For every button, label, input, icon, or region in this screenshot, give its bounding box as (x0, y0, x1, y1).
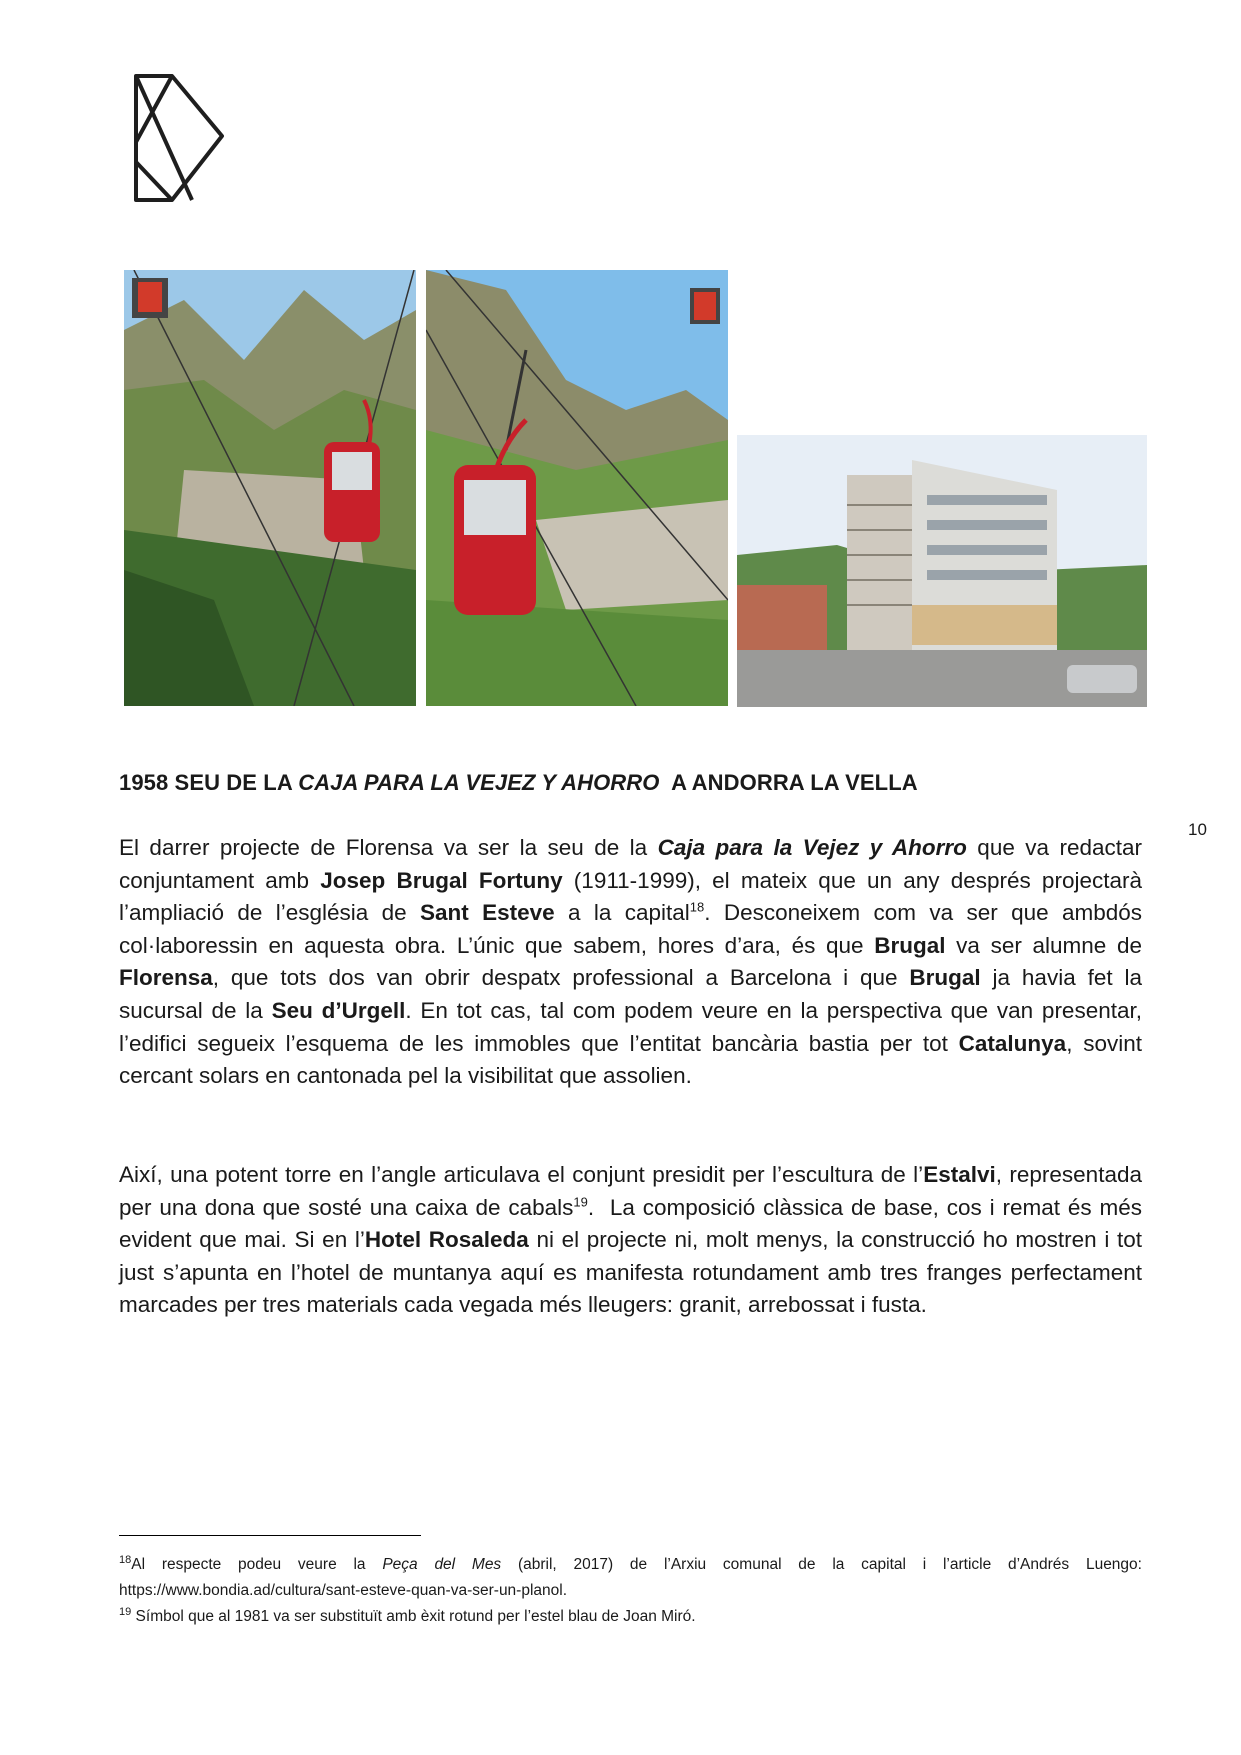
footnote-number: 19 (119, 1605, 132, 1618)
text: ja havia fet la sucursal de la (119, 965, 1142, 1023)
footnote-text[interactable]: (abril, 2017) de l’Arxiu comunal de la capital i l’article d’Andrés Luengo: https://www.bondia.ad/cultura/sant-esteve-quan-va-ser-un-planol. (119, 1556, 1142, 1599)
footnote-italic: Peça del Mes (382, 1556, 502, 1573)
section-title (119, 770, 1139, 796)
bold-text: Florensa (119, 965, 213, 991)
text: Així, una potent torre en l’angle articulava el conjunt presidit per l’escultura de l’ (119, 1162, 924, 1187)
text: a la capital (554, 900, 690, 926)
footnote-text: Al respecte podeu veure la (131, 1556, 383, 1573)
footnote-text: Símbol que al 1981 va ser substituït amb èxit rotund per l’estel blau de Joan Miró. (131, 1608, 696, 1625)
footnote-number: 18 (119, 1553, 132, 1566)
title-prefix: 1958 SEU DE LA (119, 770, 299, 795)
text: que va redactar conjuntament amb (119, 835, 1142, 893)
text: va ser alumne de (945, 932, 1142, 958)
text: El darrer projecte de Florensa va ser la seu de la (119, 835, 658, 860)
title-italic-name: CAJA PARA LA VEJEZ Y AHORRO (298, 770, 660, 795)
bold-text: Sant Esteve (420, 900, 555, 926)
text: , que tots dos van obrir despatx professional a Barcelona i que (212, 965, 910, 991)
bold-text: Josep Brugal Fortuny (320, 867, 563, 893)
bold-text: Brugal (874, 932, 946, 958)
footnote-18 (119, 1552, 1142, 1604)
cable-car-photo-2 (426, 270, 728, 706)
footnotes (119, 1552, 1142, 1630)
footnote-divider (119, 1535, 421, 1536)
text: , representada per una dona que sosté una caixa de cabals (119, 1162, 1142, 1220)
bold-text: Estalvi (923, 1162, 996, 1187)
text: , sovint cercant solars en cantonada pel la visibilitat que assolien. (119, 1030, 1142, 1089)
cable-car-photo-1 (124, 270, 416, 706)
bold-text: Catalunya (958, 1030, 1067, 1056)
footnote-19 (119, 1604, 1142, 1630)
paragraph-1 (119, 832, 1142, 1093)
page-number: 10 (1188, 820, 1207, 839)
logo-icon (132, 72, 226, 204)
bold-text: Hotel Rosaleda (364, 1227, 529, 1253)
bold-text: Brugal (909, 965, 981, 991)
paragraph-2 (119, 1159, 1149, 1322)
text: (1911-1999), el mateix que un any després projectarà l’ampliació de l’església de (119, 867, 1142, 926)
footnote-ref[interactable]: 18 (689, 899, 705, 915)
bold-text: Seu d’Urgell (271, 997, 406, 1023)
bank-building-photo (737, 435, 1147, 707)
footnote-ref[interactable]: 19 (573, 1194, 588, 1210)
text: . Desconeixem com va ser que ambdós col·laboressin en aquesta obra. L’únic que sabem, hores d’ara, és que (119, 900, 1142, 958)
bold-italic-text: Caja para la Vejez y Ahorro (657, 835, 967, 860)
title-suffix: A ANDORRA LA VELLA (659, 770, 918, 795)
text: . La composició clàssica de base, cos i remat és més evident que mai. Si en l’ (119, 1194, 1149, 1253)
text: ni el projecte ni, molt menys, la construcció ho mostren i tot just s’apunta en l’hotel de muntanya aquí es manifesta rotundament amb tres franges perfectament marcades per tres materials cada vegada més lleugers: granit, arrebossat i fusta. (119, 1227, 1142, 1318)
text: . En tot cas, tal com podem veure en la perspectiva que van presentar, l’edifici segueix l’esquema de les immobles que l’entitat bancària bastia per tot (119, 997, 1142, 1056)
